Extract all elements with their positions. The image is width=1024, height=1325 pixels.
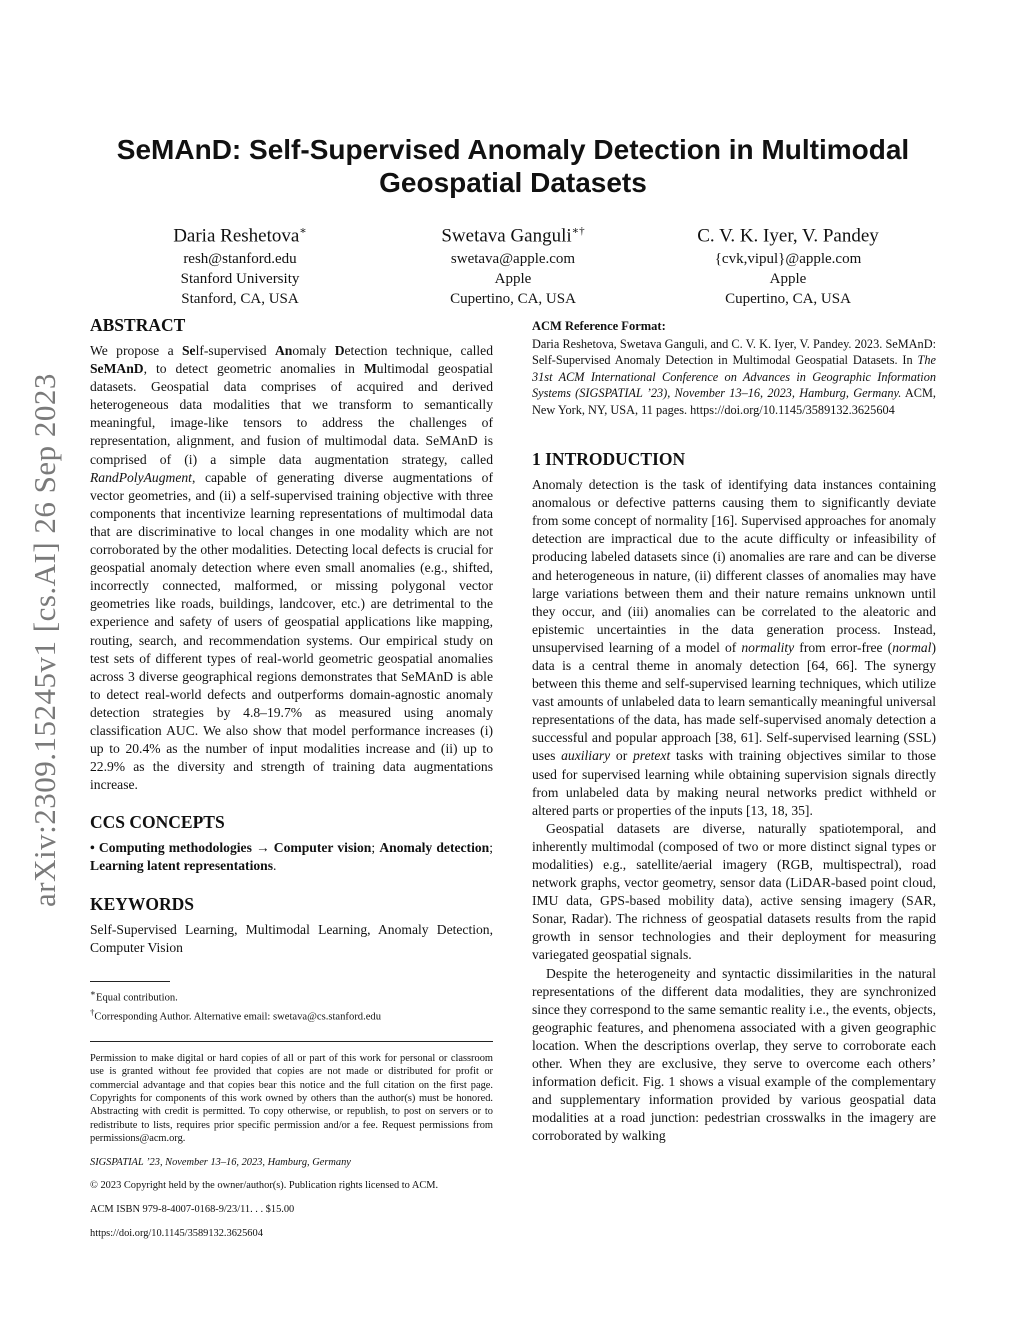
footnote-2: †Corresponding Author. Alternative email: swetava@cs.stanford.edu [90,1007,382,1023]
title-line-1: SeMAnD: Self-Supervised Anomaly Detection in Multimodal [116,134,910,165]
paper-title [90,133,936,199]
keywords-heading: KEYWORDS [90,893,195,914]
author-1 [90,218,390,309]
author-affiliation: Apple [769,271,807,288]
author-location: Stanford, CA, USA [181,291,299,308]
arxiv-identifier: arXiv:2309.15245v1 [cs.AI] 26 Sep 2023 [27,373,62,907]
ccs-heading: CCS CONCEPTS [90,812,225,833]
ccs-concepts: • Computing methodologies → Computer vision; Anomaly detection; Learning latent representations. [90,840,493,874]
right-column [532,318,936,1146]
footnote-1: ∗Equal contribution. [90,987,178,1004]
author-email: {cvk,vipul}@apple.com [714,251,862,268]
permission-block [90,1052,493,1240]
intro-paragraph-3: Despite the heterogeneity and syntactic dissimilarities in the natural representations of the different data modalities, they are synchronized since they correspond to the same semantic reality i.e., the events, objects, geographic features, and phenomena associated with a given geographic location. When the descriptions overlap, they serve to corroborate each other. When they are exclusive, they serve to overcome each others’ information deficit. Fig. 1 shows a visual example of the complementary and supplementary information provided by various geospatial data modalities at a road junction: pedestrian crosswalks in the imagery are corroborated by walking [532,965,936,1144]
permission-rule [90,1041,493,1042]
author-email: resh@stanford.edu [183,251,297,268]
copyright-line: © 2023 Copyright held by the owner/author(s). Publication rights licensed to ACM. [90,1180,439,1192]
left-column [90,314,493,1250]
doi-link[interactable]: https://doi.org/10.1145/3589132.3625604 [90,1227,263,1239]
abstract-text: We propose a Self-supervised Anomaly Detection technique, called SeMAnD, to detect geometric anomalies in Multimodal geospatial datasets. Geospatial data comprises of acquired and derived heterogeneous data modalities that we transform to semantically meaningful, image-like tensors to address the challenges of representation, alignment, and fusion of multimodal data. SeMAnD is comprised of (i) a simple data augmentation strategy, called RandPolyAugment, capable of generating diverse augmentations of vector geometries, and (ii) a self-supervised training objective with three components that incentivize learning representations of multimodal data that are discriminative to local changes in one modality which are not corroborated by the other modalities. Detecting local defects is crucial for geospatial anomaly detection where even small anomalies (e.g., shifted, incorrectly connected, malformed, or missing polygonal vector geometries like roads, buildings, landcover, etc.) are detrimental to the experience and safety of users of geospatial applications like mapping, routing, search, and recommendation systems. Our empirical study on test sets of different types of real-world geometric geospatial anomalies across 3 diverse geographical regions demonstrates that SeMAnD is able to detect real-world defects and outperforms domain-agnostic anomaly detection strategies by 4.8–19.7% as measured using anomaly classification AUC. We also show that model performance increases (i) up to 20.4% as the number of input modalities increase and (ii) up to 22.9% as the diversity and strength of training data augmentations increase. [90,343,493,793]
acm-reference-label: ACM Reference Format: [532,319,666,333]
author-name: C. V. K. Iyer, V. Pandey [697,225,879,247]
author-block [90,218,936,308]
author-location: Cupertino, CA, USA [450,291,576,308]
keywords-text: Self-Supervised Learning, Multimodal Learning, Anomaly Detection, Computer Vision [90,921,493,955]
author-affiliation: Stanford University [180,271,300,288]
author-name: Swetava Ganguli [441,225,572,247]
title-line-2: Geospatial Datasets [379,167,647,198]
conference-venue: SIGSPATIAL ’23, November 13–16, 2023, Hamburg, Germany [90,1156,351,1168]
author-location: Cupertino, CA, USA [725,291,851,308]
acm-reference-text: Daria Reshetova, Swetava Ganguli, and C. V. K. Iyer, V. Pandey. 2023. SeMAnD: Self-Supervised Anomaly Detection in Multimodal Geospatial Datasets. In The 31st ACM International Conference on Advances in Geographic Information Systems (SIGSPATIAL ’23), November 13–16, 2023, Hamburg, Germany. ACM, New York, NY, USA, 11 pages. https://doi.org/10.1145/3589132.3625604 [532,337,936,417]
author-3 [638,218,938,309]
intro-paragraph-2: Geospatial datasets are diverse, naturally spatiotemporal, and inherently multimodal (composed of two or more distinct signal types or modalities) e.g., satellite/aerial imagery (RGB, multispectral), road network graphs, vector geometry, sensor data (LiDAR-based point cloud, IMU data, GPS-based mobility data), active sensing imagery (SAR, Sonar, Radar). The richness of geospatial datasets results from the rapid growth in sensor technologies and their deployment for measuring variegated geospatial signals. [532,820,936,963]
introduction-heading: 1 INTRODUCTION [532,449,686,470]
abstract-heading: ABSTRACT [90,315,186,335]
author-2 [363,218,663,309]
isbn-line: ACM ISBN 979-8-4007-0168-9/23/11. . . $15.00 [90,1204,295,1216]
author-name: Daria Reshetova [173,225,300,247]
author-email: swetava@apple.com [450,251,576,268]
author-mark: ∗ [299,225,307,237]
author-mark: ∗† [571,225,585,237]
footnotes [90,986,493,1025]
permission-text: Permission to make digital or hard copies of all or part of this work for personal or classroom use is granted without fee provided that copies are not made or distributed for profit or commercial advantage and that copies bear this notice and the full citation on the first page. Copyrights for components of this work owned by others than the author(s) must be honored. Abstracting with credit is permitted. To copy otherwise, or republish, to post on servers or to redistribute to lists, requires prior specific permission and/or a fee. Request permissions from permissions@acm.org. [90,1053,493,1144]
intro-paragraph-1: Anomaly detection is the task of identifying data instances containing anomalous or defective patterns causing them to significantly deviate from some concept of normality [16]. Supervised approaches for anomaly detection are impractical due to the acute difficulty or infeasibility of producing labeled datasets since (i) anomalies are rare and can be diverse and heterogeneous in nature, (ii) different classes of anomalies may have large variations between them and their nature remains unknown until they occur, and (iii) anomalies can be correlated to the aleatoric and epistemic uncertainties in the data generation process. Instead, unsupervised learning of a model of normality from error-free (normal) data is a central theme in anomaly detection [64, 66]. The synergy between this theme and self-supervised learning techniques, which utilize vast amounts of unlabeled data to learn semantically meaningful universal representations of the data, has made self-supervised anomaly detection a successful and popular approach [38, 61]. Self-supervised learning (SSL) uses auxiliary or pretext tasks with training objectives similar to those used for supervised learning while obtaining supervision signals directly from unlabeled data by making neural networks predict withheld or altered parts or properties of the inputs [13, 18, 35]. [532,477,937,818]
author-affiliation: Apple [494,271,532,288]
footnote-rule [90,981,170,982]
